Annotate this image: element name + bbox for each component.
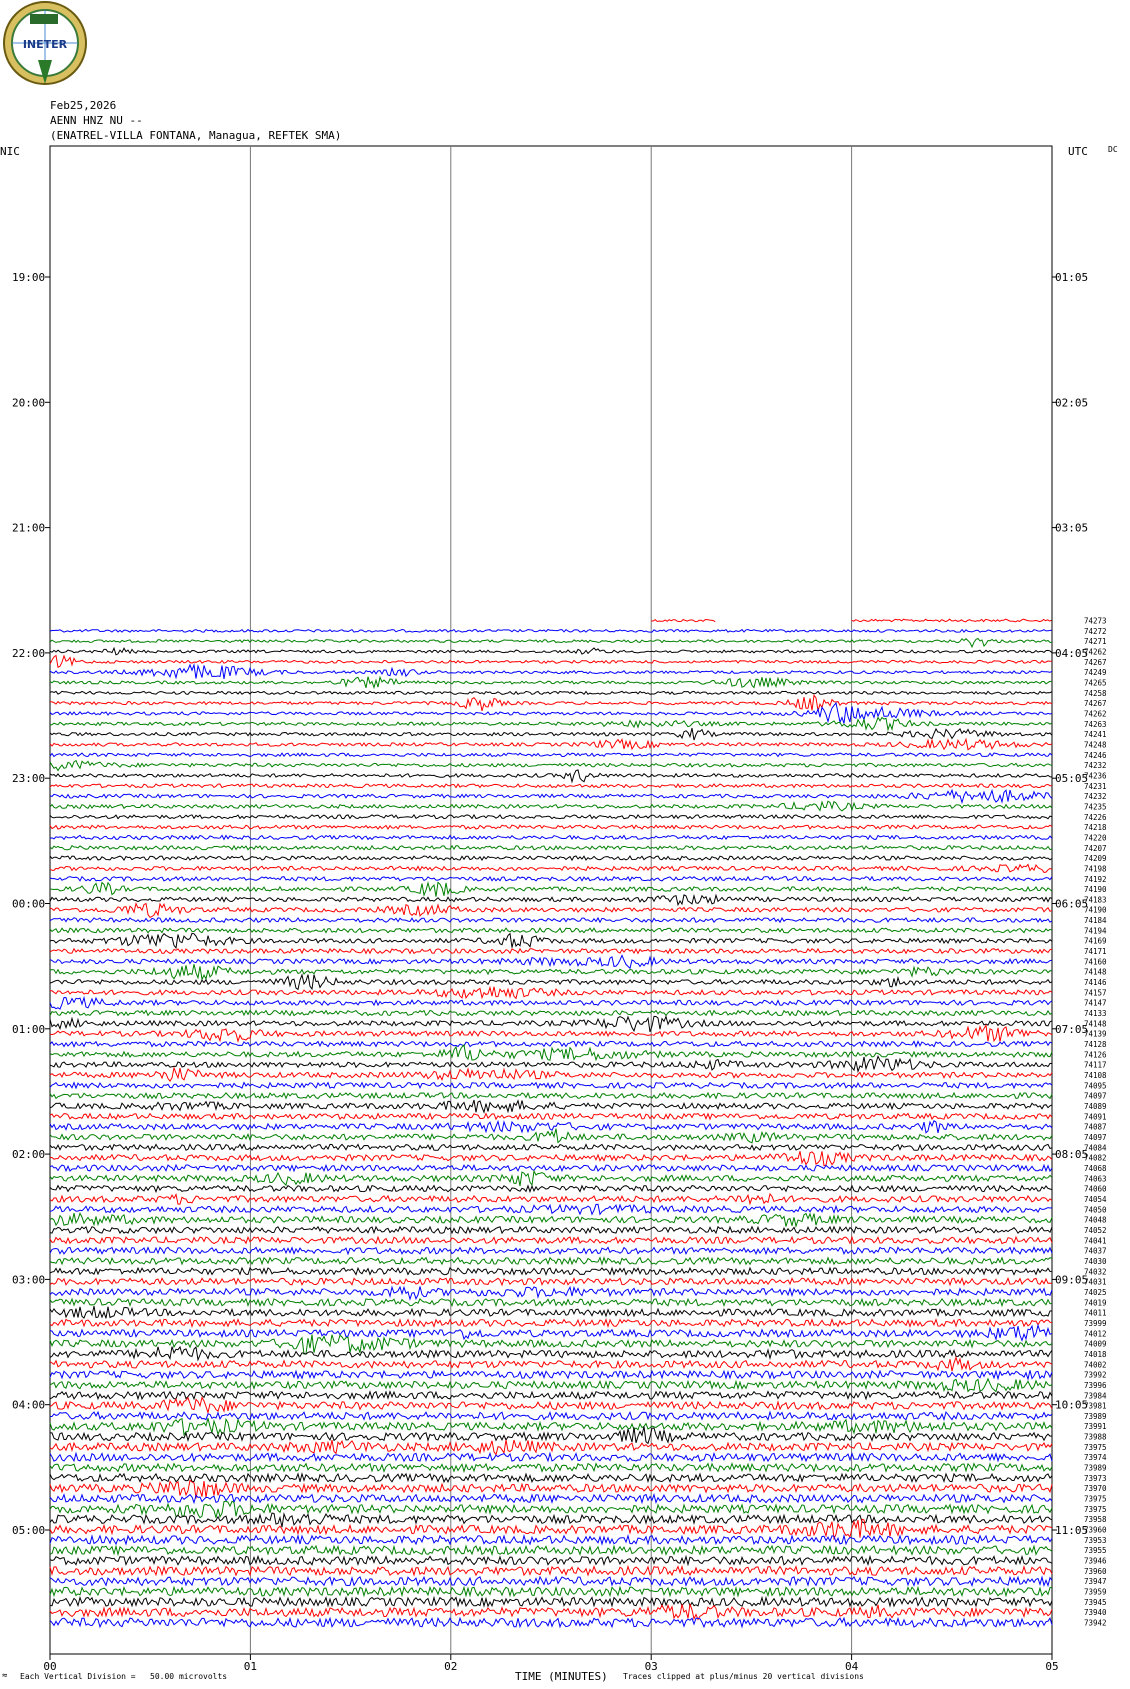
trace-count-label: 74032	[1084, 1267, 1107, 1277]
trace-count-label: 73992	[1084, 1370, 1107, 1380]
trace-count-label: 73984	[1084, 1391, 1107, 1401]
seismic-trace	[50, 1604, 1052, 1619]
seismic-trace	[50, 865, 1052, 873]
x-tick-label: 05	[1045, 1660, 1059, 1673]
seismic-trace	[50, 1041, 1052, 1046]
trace-count-label: 74184	[1084, 916, 1107, 926]
left-time-label: 22:00	[12, 646, 46, 660]
trace-count-label: 74084	[1084, 1143, 1107, 1153]
right-time-label: 02:05	[1055, 396, 1089, 410]
left-time-label: 03:00	[12, 1273, 46, 1287]
seismic-trace	[50, 949, 1052, 954]
seismic-trace	[50, 1501, 1052, 1517]
seismic-trace	[50, 1418, 1052, 1434]
seismic-trace	[50, 1278, 1052, 1285]
trace-count-label: 74048	[1084, 1215, 1107, 1225]
trace-count-label: 74198	[1084, 864, 1107, 874]
seismic-trace	[50, 739, 1052, 749]
seismic-trace	[50, 1577, 1052, 1586]
seismic-trace	[50, 975, 1052, 990]
seismic-trace	[50, 846, 1052, 850]
seismic-trace	[50, 1480, 1052, 1498]
trace-count-label: 74272	[1084, 626, 1107, 636]
seismic-trace	[50, 1379, 1052, 1392]
trace-count-label: 74031	[1084, 1277, 1107, 1287]
trace-count-label: 74060	[1084, 1184, 1107, 1194]
trace-count-label: 74249	[1084, 668, 1107, 678]
trace-count-label: 74236	[1084, 771, 1107, 781]
trace-count-label: 73991	[1084, 1422, 1107, 1432]
seismic-trace	[50, 1093, 1052, 1099]
seismic-trace	[50, 877, 1052, 881]
seismic-trace	[50, 1440, 1052, 1455]
trace-count-label: 74194	[1084, 926, 1107, 936]
trace-count-label: 74183	[1084, 895, 1107, 905]
trace-count-label: 74097	[1084, 1133, 1107, 1142]
right-time-label: 04:05	[1055, 646, 1089, 660]
left-time-label: 00:00	[12, 897, 46, 911]
seismic-trace	[50, 1357, 1052, 1371]
right-time-label: 09:05	[1055, 1273, 1089, 1287]
left-time-label: 23:00	[12, 772, 46, 786]
trace-count-label: 74052	[1084, 1225, 1107, 1235]
seismic-trace	[50, 790, 1052, 802]
seismic-trace	[50, 1427, 1052, 1444]
trace-count-label: 74146	[1084, 978, 1107, 988]
trace-count-label: 74160	[1084, 957, 1107, 967]
trace-count-label: 74271	[1084, 637, 1107, 647]
seismic-trace	[50, 630, 1052, 633]
right-time-label: 06:05	[1055, 897, 1089, 911]
trace-count-label: 73974	[1084, 1453, 1107, 1463]
trace-count-label: 74037	[1084, 1246, 1107, 1256]
trace-count-label: 74128	[1084, 1040, 1107, 1050]
seismic-trace	[50, 928, 1052, 933]
trace-count-label: 74209	[1084, 854, 1107, 864]
seismic-trace	[50, 1495, 1052, 1503]
seismic-trace	[50, 1056, 1052, 1071]
trace-count-label: 74126	[1084, 1050, 1107, 1060]
trace-count-label: 74157	[1084, 988, 1107, 998]
trace-count-label: 74147	[1084, 998, 1107, 1008]
seismic-trace	[50, 825, 1052, 829]
seismic-trace	[50, 1536, 1052, 1544]
right-time-label: 03:05	[1055, 521, 1089, 535]
trace-count-label: 74231	[1084, 781, 1107, 791]
seismic-trace	[50, 998, 1052, 1010]
trace-count-label: 73989	[1084, 1463, 1107, 1473]
left-timezone-label: NIC	[0, 145, 20, 158]
seismic-trace	[50, 1546, 1052, 1554]
x-axis-title: TIME (MINUTES)	[515, 1670, 608, 1683]
seismic-trace	[50, 1237, 1052, 1244]
seismic-trace	[50, 1186, 1052, 1192]
seismic-trace	[50, 1474, 1052, 1482]
trace-count-label: 73973	[1084, 1473, 1107, 1483]
seismic-trace	[50, 1319, 1052, 1326]
seismic-trace	[50, 1567, 1052, 1576]
trace-count-label: 74025	[1084, 1287, 1107, 1297]
trace-count-label: 74133	[1084, 1009, 1107, 1019]
trace-count-label: 74095	[1084, 1081, 1107, 1091]
x-tick-label: 00	[43, 1660, 57, 1673]
seismic-trace	[50, 1213, 1052, 1226]
seismic-trace	[50, 1556, 1052, 1565]
seismic-trace	[50, 1045, 1052, 1060]
trace-count-label: 74019	[1084, 1298, 1107, 1308]
trace-count-label: 74232	[1084, 792, 1107, 802]
trace-count-label: 74011	[1084, 1308, 1107, 1318]
trace-count-label: 74087	[1084, 1122, 1107, 1132]
seismic-trace	[50, 1121, 1052, 1133]
trace-count-label: 74220	[1084, 833, 1107, 843]
trace-count-label: 74262	[1084, 709, 1107, 719]
trace-count-label: 74091	[1084, 1112, 1107, 1122]
seismic-trace	[50, 1025, 1052, 1041]
right-timezone-label: UTC	[1068, 145, 1088, 158]
trace-count-label: 74232	[1084, 761, 1107, 771]
trace-count-label: 74169	[1084, 936, 1107, 946]
seismic-trace	[50, 933, 1052, 948]
trace-count-label: 74089	[1084, 1102, 1107, 1112]
seismic-trace	[50, 1398, 1052, 1413]
trace-count-label: 73953	[1084, 1535, 1107, 1545]
seismic-trace	[50, 1519, 1052, 1538]
seismic-trace	[50, 648, 1052, 655]
seismic-trace	[50, 703, 1052, 724]
seismic-trace	[50, 770, 1052, 782]
seismic-trace	[50, 1335, 1052, 1355]
trace-count-label: 73945	[1084, 1597, 1107, 1607]
trace-count-label: 74258	[1084, 688, 1107, 698]
left-time-label: 20:00	[12, 396, 46, 410]
seismic-trace	[50, 1247, 1052, 1254]
seismic-trace	[50, 1194, 1052, 1204]
trace-count-label: 74190	[1084, 885, 1107, 895]
trace-count-label: 74030	[1084, 1256, 1107, 1266]
trace-count-label: 73946	[1084, 1556, 1107, 1566]
seismic-trace	[50, 1513, 1052, 1527]
trace-count-label: 73940	[1084, 1608, 1107, 1618]
seismic-trace	[50, 1204, 1052, 1214]
trace-count-label: 74097	[1084, 1091, 1107, 1101]
seismic-trace	[50, 1129, 1052, 1143]
trace-count-label: 73958	[1084, 1515, 1107, 1525]
trace-count-label: 74241	[1084, 730, 1107, 740]
scale-note: Each Vertical Division = 50.00 microvolts	[20, 1672, 228, 1681]
x-tick-label: 04	[844, 1660, 859, 1673]
seismic-trace	[50, 1412, 1052, 1420]
left-time-label: 04:00	[12, 1398, 46, 1412]
seismic-trace	[50, 1347, 1052, 1360]
plot-frame	[50, 146, 1052, 1654]
seismic-trace	[50, 1258, 1052, 1265]
trace-count-label: 73975	[1084, 1504, 1107, 1514]
trace-count-label: 74262	[1084, 647, 1107, 657]
left-time-label: 05:00	[12, 1524, 46, 1537]
trace-count-label: 73960	[1084, 1525, 1107, 1535]
seismic-trace	[50, 1370, 1052, 1379]
seismic-trace	[50, 656, 1052, 668]
trace-count-label: 74218	[1084, 823, 1107, 833]
seismic-trace	[50, 1151, 1052, 1165]
trace-count-label: 74273	[1084, 616, 1107, 626]
seismic-trace	[50, 677, 1052, 688]
seismic-trace	[50, 1453, 1052, 1461]
left-time-label: 01:00	[12, 1022, 46, 1036]
clip-note: Traces clipped at plus/minus 20 vertical divisions	[623, 1672, 864, 1681]
right-time-label: 07:05	[1055, 1022, 1089, 1036]
seismic-trace	[50, 718, 1052, 730]
trace-count-label: 74148	[1084, 967, 1107, 977]
trace-count-label: 73999	[1084, 1318, 1107, 1328]
left-time-label: 02:00	[12, 1148, 46, 1162]
seismic-trace	[50, 1144, 1052, 1150]
trace-count-label: 73988	[1084, 1432, 1107, 1442]
seismic-trace	[50, 1068, 1052, 1081]
seismic-trace	[50, 1464, 1052, 1472]
seismic-trace	[50, 639, 1052, 647]
seismic-trace	[50, 964, 1052, 979]
trace-count-label: 74108	[1084, 1071, 1107, 1081]
seismic-trace	[50, 1618, 1052, 1627]
right-time-label: 01:05	[1055, 271, 1089, 284]
trace-count-label: 74117	[1084, 1060, 1107, 1070]
trace-count-label: 73975	[1084, 1494, 1107, 1504]
x-tick-label: 01	[243, 1660, 258, 1673]
trace-count-label: 73959	[1084, 1587, 1107, 1597]
seismic-trace	[50, 1100, 1052, 1112]
trace-count-label: 73970	[1084, 1484, 1107, 1494]
seismic-trace	[50, 904, 1052, 918]
trace-count-label: 74009	[1084, 1339, 1107, 1349]
trace-count-label: 73996	[1084, 1380, 1107, 1390]
seismic-trace	[50, 1325, 1052, 1340]
seismic-trace	[50, 1306, 1052, 1318]
seismic-trace	[50, 1227, 1052, 1234]
seismic-trace	[50, 1171, 1052, 1186]
seismic-trace	[50, 1587, 1052, 1596]
corner-mark: ≈	[2, 1671, 8, 1681]
right-time-label: 11:05	[1055, 1524, 1089, 1537]
seismic-trace	[50, 1083, 1052, 1089]
trace-count-label: 74018	[1084, 1349, 1107, 1359]
seismic-trace	[50, 1011, 1052, 1016]
seismic-trace	[50, 728, 1052, 740]
seismic-trace	[50, 801, 1052, 811]
seismic-trace	[50, 753, 1052, 756]
seismic-trace	[50, 918, 1052, 923]
seismic-trace	[50, 784, 1052, 788]
logo-text: INETER	[22, 38, 68, 51]
trace-count-label: 73989	[1084, 1411, 1107, 1421]
seismic-trace	[50, 1165, 1052, 1171]
seismic-trace	[50, 1114, 1052, 1120]
trace-count-label: 73975	[1084, 1442, 1107, 1452]
station-label: AENN HNZ NU --	[50, 114, 143, 127]
trace-count-label: 73960	[1084, 1566, 1107, 1576]
trace-count-label: 74267	[1084, 657, 1107, 667]
trace-count-label: 73947	[1084, 1577, 1107, 1587]
right-time-label: 10:05	[1055, 1398, 1089, 1412]
seismic-trace	[50, 882, 1052, 896]
trace-count-label: 74068	[1084, 1163, 1107, 1173]
seismic-trace	[50, 856, 1052, 860]
seismic-trace	[50, 835, 1052, 839]
seismic-trace	[50, 1392, 1052, 1399]
trace-count-label: 74041	[1084, 1236, 1107, 1246]
trace-count-label: 73981	[1084, 1401, 1107, 1411]
trace-count-label: 74012	[1084, 1329, 1107, 1339]
trace-count-label: 74002	[1084, 1360, 1107, 1370]
trace-count-label: 74226	[1084, 812, 1107, 822]
trace-count-label: 74263	[1084, 719, 1107, 729]
right-time-label: 08:05	[1055, 1148, 1089, 1162]
x-tick-label: 02	[444, 1660, 458, 1673]
trace-count-label: 74246	[1084, 750, 1107, 760]
trace-count-label: 73955	[1084, 1546, 1107, 1556]
seismic-trace	[50, 1287, 1052, 1300]
seismic-trace	[50, 895, 1052, 905]
date-label: Feb25,2026	[50, 99, 117, 112]
trace-count-label: 74265	[1084, 678, 1107, 688]
seismic-trace	[50, 695, 1052, 711]
trace-count-label: 74190	[1084, 905, 1107, 915]
trace-count-label: 74267	[1084, 699, 1107, 709]
trace-count-label: 74139	[1084, 1029, 1107, 1039]
dc-label: DC	[1108, 145, 1118, 154]
seismic-trace	[50, 1268, 1052, 1275]
trace-count-label: 74050	[1084, 1205, 1107, 1215]
seismic-trace	[50, 987, 1052, 999]
trace-count-label: 74248	[1084, 740, 1107, 750]
location-label: (ENATREL-VILLA FONTANA, Managua, REFTEK SMA)	[50, 129, 342, 142]
trace-count-label: 74171	[1084, 947, 1107, 957]
trace-count-label: 74063	[1084, 1174, 1107, 1184]
trace-count-label: 74192	[1084, 874, 1107, 884]
trace-count-label: 74207	[1084, 843, 1107, 853]
seismic-trace	[50, 1299, 1052, 1306]
trace-count-label: 74148	[1084, 1019, 1107, 1029]
trace-count-label: 74082	[1084, 1153, 1107, 1163]
x-tick-label: 03	[644, 1660, 658, 1673]
right-time-label: 05:05	[1055, 772, 1089, 786]
seismic-trace	[50, 815, 1052, 819]
left-time-label: 21:00	[12, 521, 46, 535]
seismic-trace	[50, 665, 1052, 679]
trace-count-label: 74235	[1084, 802, 1107, 812]
trace-count-label: 74054	[1084, 1194, 1107, 1204]
seismic-trace	[50, 761, 1052, 771]
seismic-trace	[50, 1598, 1052, 1607]
seismic-trace	[50, 691, 1052, 694]
left-time-label: 19:00	[12, 271, 46, 284]
trace-count-label: 73942	[1084, 1618, 1107, 1628]
